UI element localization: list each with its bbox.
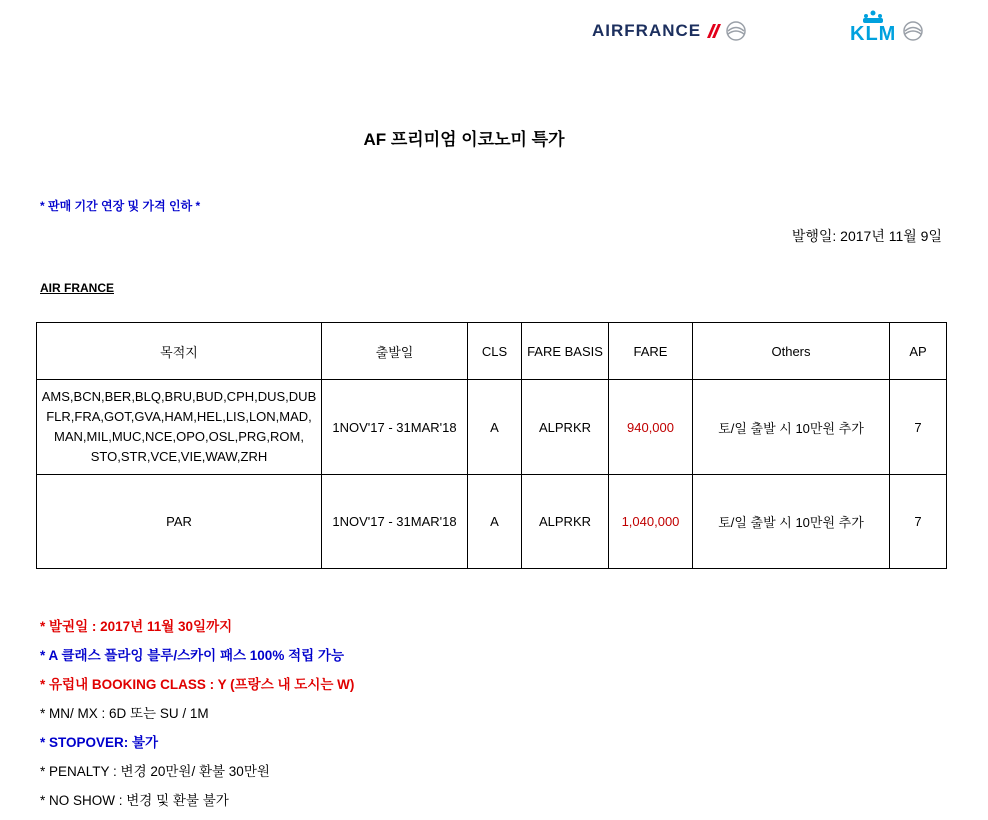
- col-header-fare: FARE: [609, 323, 693, 380]
- col-header-destination: 목적지: [37, 323, 322, 380]
- sales-notice: * 판매 기간 연장 및 가격 인하 *: [40, 199, 201, 213]
- airfrance-logo: [592, 20, 749, 42]
- destination-line: STO,STR,VCE,VIE,WAW,ZRH: [90, 449, 268, 464]
- page-title: AF 프리미엄 이코노미 특가: [363, 130, 565, 149]
- note-stopover: * STOPOVER: 불가: [40, 735, 159, 750]
- fare-cell: 1,040,000: [609, 475, 693, 569]
- airfrance-stripe-icon: [701, 24, 723, 38]
- table-header-row: [37, 323, 947, 380]
- departure-cell: 1NOV'17 - 31MAR'18: [322, 380, 468, 475]
- note-mileage: * A 클래스 플라잉 블루/스카이 패스 100% 적립 가능: [40, 648, 344, 663]
- note-penalty: * PENALTY : 변경 20만원/ 환불 30만원: [40, 764, 270, 779]
- destination-line: PAR: [166, 513, 192, 529]
- fare-table: [36, 322, 947, 569]
- col-header-class: CLS: [468, 323, 522, 380]
- class-cell: A: [468, 475, 522, 569]
- airfrance-logo-text: AIRFRANCE: [592, 21, 702, 40]
- skyteam-icon: [900, 20, 926, 42]
- fare-basis-cell: ALPRKR: [522, 380, 609, 475]
- issue-date: 발행일: 2017년 11월 9일: [791, 228, 942, 244]
- others-cell: 토/일 출발 시 10만원 추가: [693, 475, 890, 569]
- crown-icon: [860, 10, 886, 24]
- airline-heading: AIR FRANCE: [40, 281, 114, 295]
- note-booking-class: * 유럽내 BOOKING CLASS : Y (프랑스 내 도시는 W): [40, 677, 355, 692]
- col-header-departure: 출발일: [322, 323, 468, 380]
- col-header-ap: AP: [890, 323, 947, 380]
- ap-cell: 7: [890, 380, 947, 475]
- others-cell: 토/일 출발 시 10만원 추가: [693, 380, 890, 475]
- klm-logo-text: KLM: [850, 23, 897, 45]
- note-min-max-stay: * MN/ MX : 6D 또는 SU / 1M: [40, 706, 209, 721]
- klm-logo: [850, 10, 926, 44]
- destination-cell: [37, 475, 322, 569]
- note-ticketing-deadline: * 발권일 : 2017년 11월 30일까지: [40, 619, 233, 634]
- notes-list: [40, 617, 354, 820]
- destination-cell: [37, 380, 322, 475]
- note-no-show: * NO SHOW : 변경 및 환불 불가: [40, 793, 229, 808]
- fare-cell: 940,000: [609, 380, 693, 475]
- departure-cell: 1NOV'17 - 31MAR'18: [322, 475, 468, 569]
- table-row: [37, 380, 947, 475]
- skyteam-icon: [723, 20, 749, 42]
- fare-basis-cell: ALPRKR: [522, 475, 609, 569]
- class-cell: A: [468, 380, 522, 475]
- destination-line: AMS,BCN,BER,BLQ,BRU,BUD,CPH,DUS,DUB: [41, 389, 317, 404]
- destination-line: MAN,MIL,MUC,NCE,OPO,OSL,PRG,ROM,: [54, 429, 304, 444]
- col-header-others: Others: [693, 323, 890, 380]
- col-header-fare-basis: FARE BASIS: [522, 323, 609, 380]
- ap-cell: 7: [890, 475, 947, 569]
- destination-line: FLR,FRA,GOT,GVA,HAM,HEL,LIS,LON,MAD,: [46, 409, 312, 424]
- table-row: [37, 475, 947, 569]
